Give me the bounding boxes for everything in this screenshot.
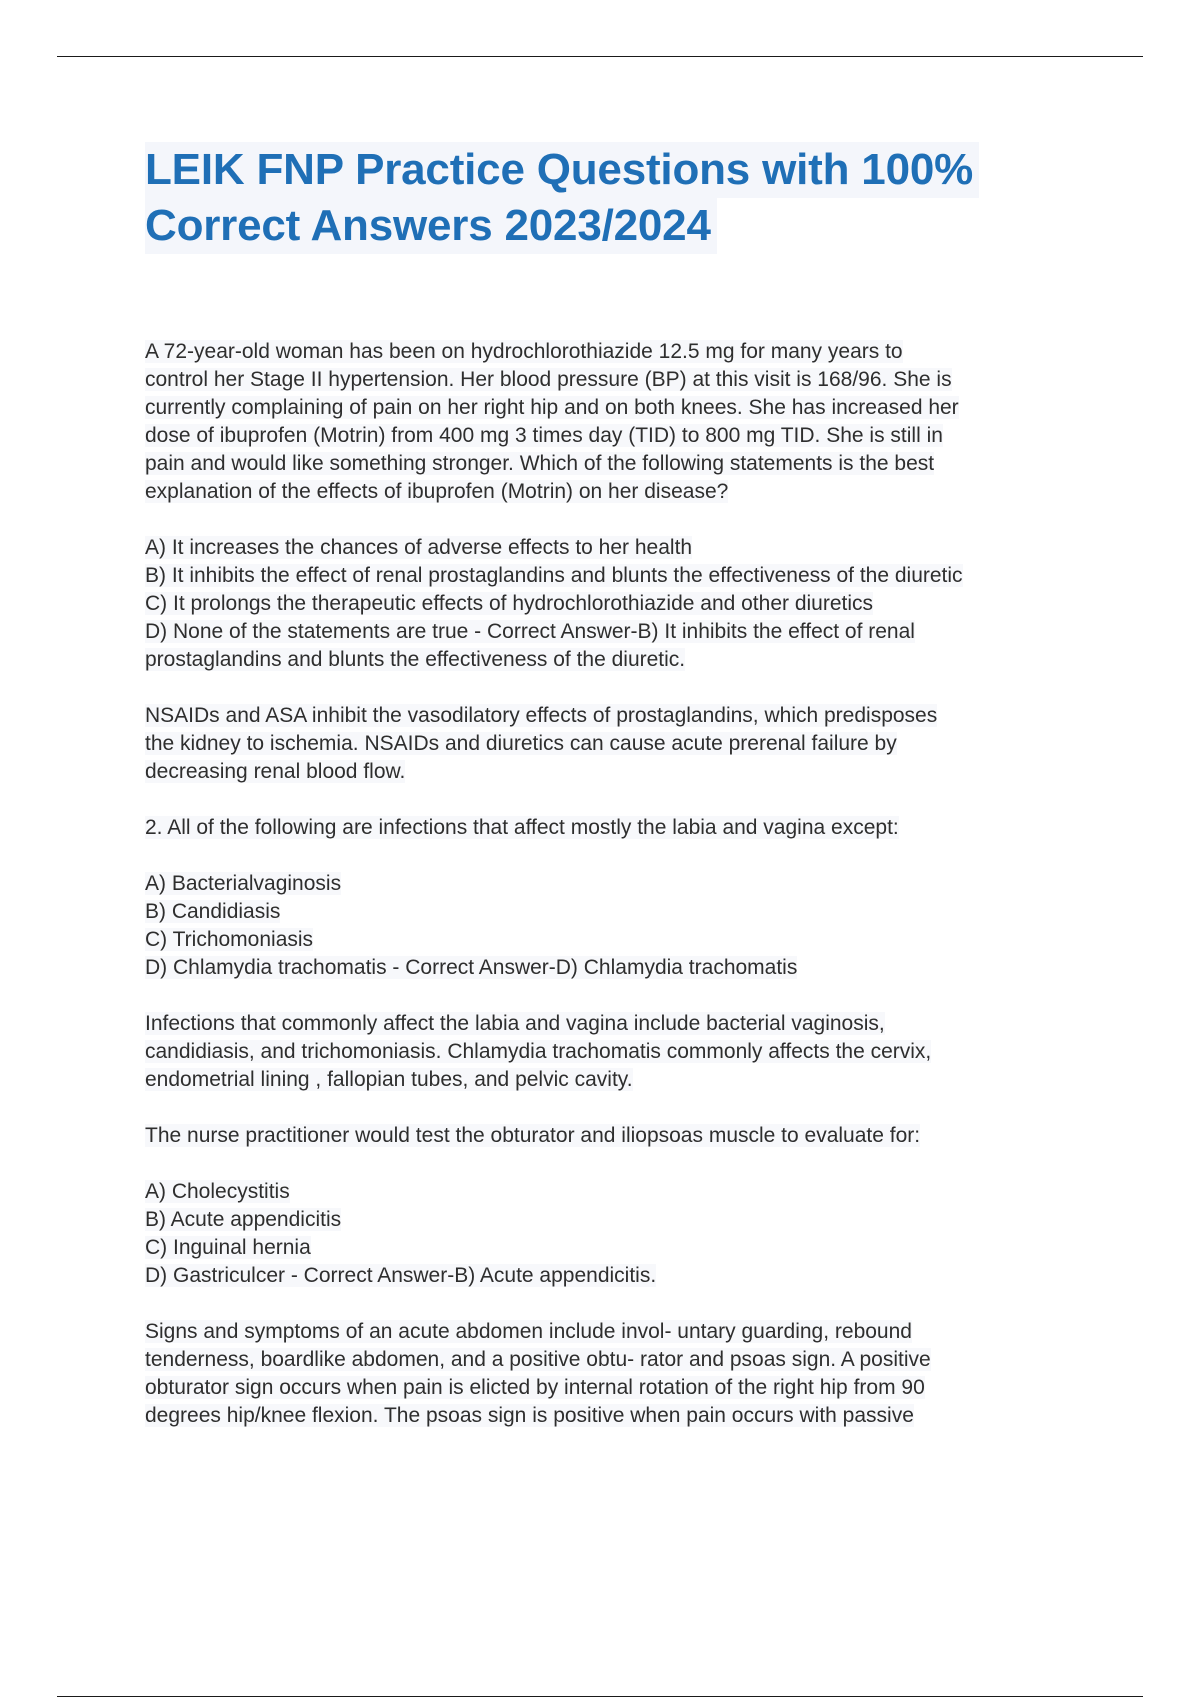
option-line: C) Inguinal hernia: [145, 1236, 311, 1259]
text-line: currently complaining of pain on her right hip and on both knees. She has increased her: [145, 396, 959, 419]
text-line: 2. All of the following are infections that affect mostly the labia and vagina except:: [145, 816, 899, 839]
text-line: The nurse practitioner would test the obturator and iliopsoas muscle to evaluate for:: [145, 1124, 921, 1147]
question-2-options: [145, 870, 1095, 982]
question-3-rationale: [145, 1318, 1095, 1430]
text-line: degrees hip/knee flexion. The psoas sign is positive when pain occurs with passive: [145, 1404, 914, 1427]
text-line: NSAIDs and ASA inhibit the vasodilatory effects of prostaglandins, which predisposes: [145, 704, 938, 727]
text-line: tenderness, boardlike abdomen, and a positive obtu- rator and psoas sign. A positive: [145, 1348, 931, 1371]
option-line: D) Gastriculcer - Correct Answer-B) Acute appendicitis.: [145, 1264, 657, 1287]
text-line: Infections that commonly affect the labia and vagina include bacterial vaginosis,: [145, 1012, 885, 1035]
text-line: the kidney to ischemia. NSAIDs and diuretics can cause acute prerenal failure by: [145, 732, 897, 755]
bottom-rule: [57, 1696, 1143, 1697]
question-1-stem: [145, 338, 1095, 506]
option-line: B) It inhibits the effect of renal prostaglandins and blunts the effectiveness of the diuretic: [145, 564, 963, 587]
document-page: [145, 142, 1095, 1458]
question-1-rationale: [145, 702, 1095, 786]
title-line: Correct Answers 2023/2024: [145, 198, 717, 254]
text-line: candidiasis, and trichomoniasis. Chlamydia trachomatis commonly affects the cervix,: [145, 1040, 932, 1063]
option-line: A) It increases the chances of adverse effects to her health: [145, 536, 693, 559]
text-line: endometrial lining , fallopian tubes, and pelvic cavity.: [145, 1068, 633, 1091]
text-line: pain and would like something stronger. Which of the following statements is the best: [145, 452, 935, 475]
top-rule: [57, 56, 1143, 57]
option-line: D) None of the statements are true - Correct Answer-B) It inhibits the effect of renal: [145, 620, 915, 643]
option-line: B) Candidiasis: [145, 900, 281, 923]
text-line: obturator sign occurs when pain is elicted by internal rotation of the right hip from 90: [145, 1376, 925, 1399]
document-body: [145, 338, 1095, 1430]
question-1-options: [145, 534, 1095, 674]
text-line: decreasing renal blood flow.: [145, 760, 406, 783]
question-3-options: [145, 1178, 1095, 1290]
option-line: C) It prolongs the therapeutic effects of hydrochlorothiazide and other diuretics: [145, 592, 874, 615]
option-line: A) Cholecystitis: [145, 1180, 290, 1203]
text-line: explanation of the effects of ibuprofen (Motrin) on her disease?: [145, 480, 729, 503]
question-2-rationale: [145, 1010, 1095, 1094]
text-line: control her Stage II hypertension. Her blood pressure (BP) at this visit is 168/96. She is: [145, 368, 952, 391]
option-line: C) Trichomoniasis: [145, 928, 314, 951]
question-3-stem: [145, 1122, 1095, 1150]
option-line: A) Bacterialvaginosis: [145, 872, 342, 895]
option-line: B) Acute appendicitis: [145, 1208, 342, 1231]
page-title: [145, 142, 1095, 254]
text-line: A 72-year-old woman has been on hydrochlorothiazide 12.5 mg for many years to: [145, 340, 903, 363]
option-line: D) Chlamydia trachomatis - Correct Answer-D) Chlamydia trachomatis: [145, 956, 798, 979]
text-line: Signs and symptoms of an acute abdomen include invol- untary guarding, rebound: [145, 1320, 912, 1343]
title-line: LEIK FNP Practice Questions with 100%: [145, 142, 979, 198]
question-2-stem: [145, 814, 1095, 842]
text-line: dose of ibuprofen (Motrin) from 400 mg 3 times day (TID) to 800 mg TID. She is still in: [145, 424, 943, 447]
option-line: prostaglandins and blunts the effectiveness of the diuretic.: [145, 648, 686, 671]
